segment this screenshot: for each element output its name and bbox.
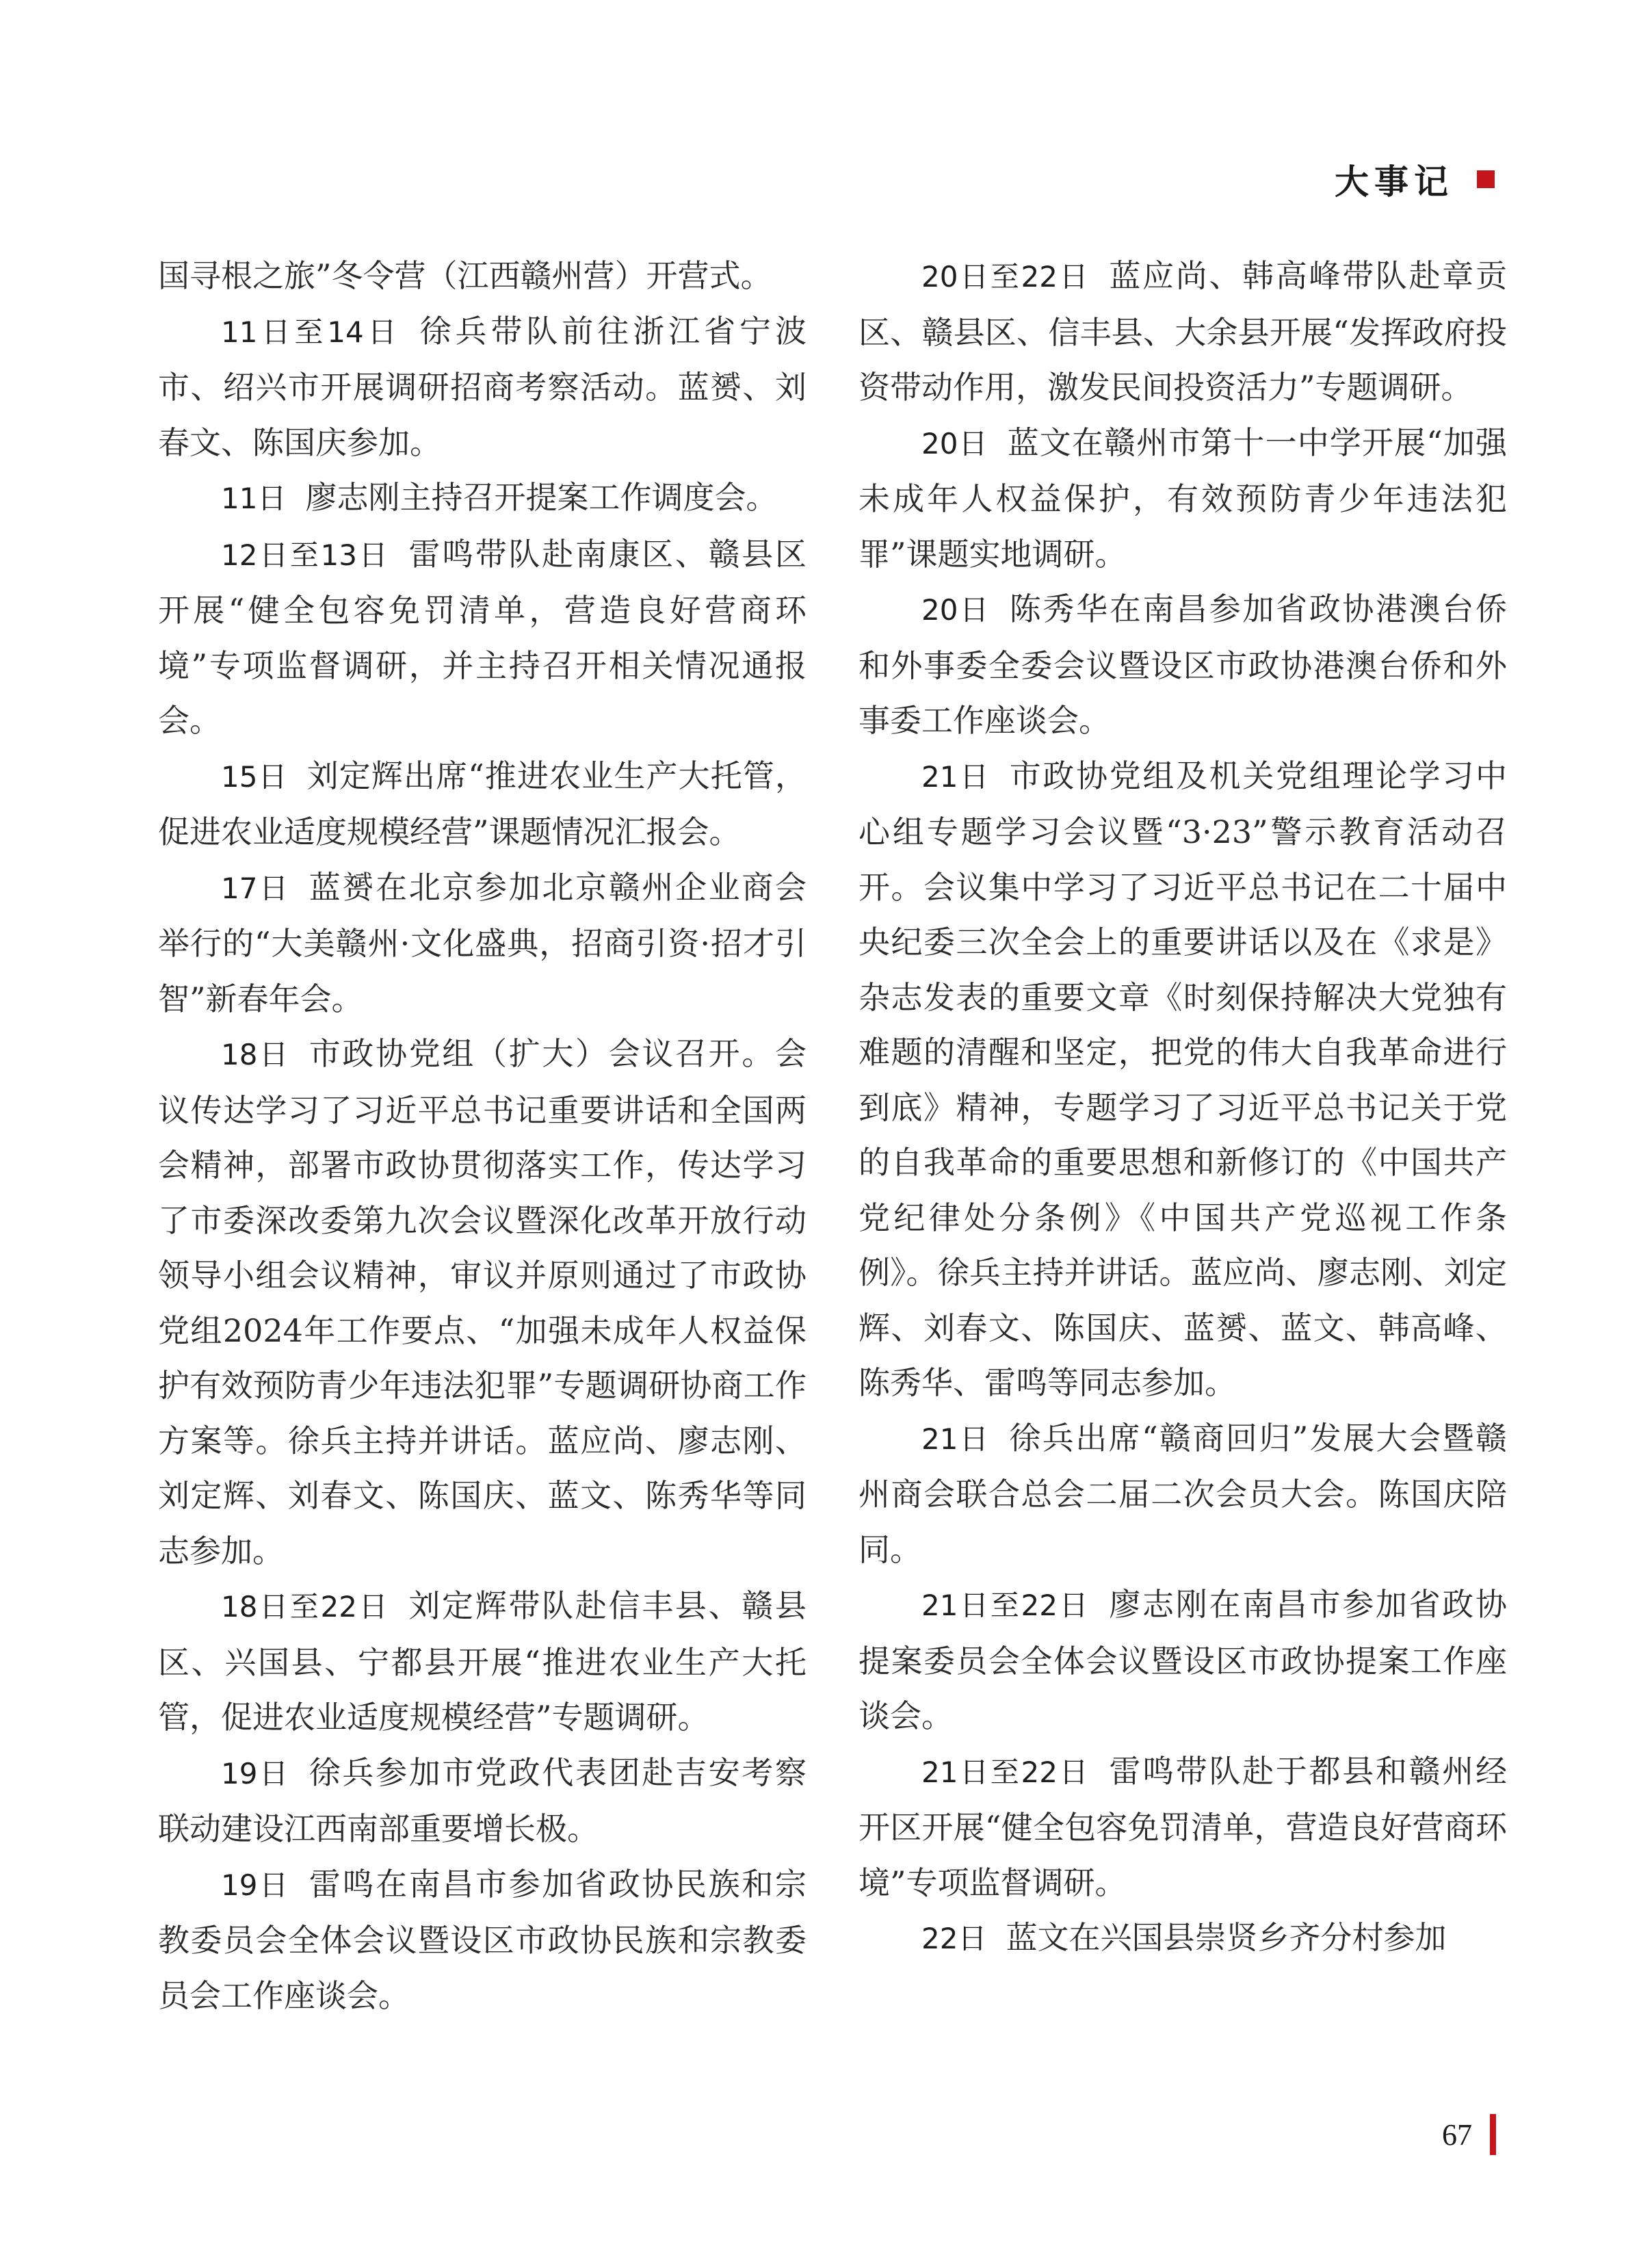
entry-date: 15日 (221, 759, 288, 794)
entry-date: 22日 (921, 1922, 987, 1955)
entry-text: 陈秀华在南昌参加省政协港澳台侨和外事委全委会议暨设区市政协港澳台侨和外事委工作座谈会。 (858, 590, 1507, 739)
entry (158, 304, 807, 471)
entry-date: 12日至13日 (221, 538, 390, 572)
entry (158, 470, 807, 527)
entry-date: 19日 (221, 1756, 290, 1790)
entry-text: 蓝文在兴国县崇贤乡齐分村参加 (1006, 1919, 1447, 1956)
entry-text: 徐兵参加市党政代表团赴吉安考察联动建设江西南部重要增长极。 (158, 1753, 807, 1847)
entry (858, 582, 1507, 748)
entry-text: 廖志刚在南昌市参加省政协提案委员会全体会议暨设区市政协提案工作座谈会。 (858, 1586, 1507, 1734)
entry-date: 21日 (921, 759, 991, 794)
left-column (158, 248, 807, 2023)
entry (158, 527, 807, 748)
entry-date: 18日至22日 (221, 1590, 390, 1623)
entry-text: 蓝应尚、韩高峰带队赴章贡区、赣县区、信丰县、大余县开展“发挥政府投资带动作用，激发民间投资活力”专题调研。 (858, 257, 1507, 406)
entry-date: 21日 (921, 1422, 991, 1456)
entry-text: 雷鸣带队赴于都县和赣州经开区开展“健全包容免罚清单，营造良好营商环境”专项监督调研。 (858, 1752, 1507, 1901)
entry-date: 21日至22日 (921, 1755, 1090, 1789)
entry-text: 市政协党组（扩大）会议召开。会议传达学习了习近平总书记重要讲话和全国两会精神，部署市政协贯彻落实工作，传达学习了市委深改委第九次会议暨深化改革开放行动领导小组会议精神，审议并原则通过了市政协党组2024年工作要点、“加强未成年人权益保护有效预防青少年违法犯罪”专题调研协商工作方案等。徐兵主持并讲话。蓝应尚、廖志刚、刘定辉、刘春文、陈国庆、蓝文、陈秀华等同志参加。 (158, 1035, 807, 1569)
entry-text: 廖志刚主持召开提案工作调度会。 (305, 479, 778, 516)
entry-date: 17日 (221, 871, 290, 905)
entry-text: 蓝赟在北京参加北京赣州企业商会举行的“大美赣州·文化盛典，招商引资·招才引智”新春年会。 (158, 868, 807, 1017)
entry-text: 刘定辉出席“推进农业生产大托管，促进农业适度规模经营”课题情况汇报会。 (158, 757, 807, 850)
header-accent-square (1477, 170, 1495, 188)
entry-text: 市政协党组及机关党组理论学习中心组专题学习会议暨“3·23”警示教育活动召开。会议集中学习了习近平总书记在二十届中央纪委三次全会上的重要讲话以及在《求是》杂志发表的重要文章《时刻保持解决大党独有难题的清醒和坚定，把党的伟大自我革命进行到底》精神，专题学习了习近平总书记关于党的自我革命的重要思想和新修订的《中国共产党纪律处分条例》《中国共产党巡视工作条例》。徐兵主持并讲话。蓝应尚、廖志刚、刘定辉、刘春文、陈国庆、蓝赟、蓝文、韩高峰、陈秀华、雷鸣等同志参加。 (858, 757, 1507, 1401)
entry-date: 20日至22日 (921, 260, 1090, 293)
entry-date: 11日至14日 (221, 315, 401, 349)
entry (158, 860, 807, 1027)
entry-date: 11日 (221, 482, 287, 515)
right-column (858, 248, 1507, 1967)
entry (858, 1577, 1507, 1744)
entry-continuation (158, 248, 807, 304)
entry-text: 刘定辉带队赴信丰县、赣县区、兴国县、宁都县开展“推进农业生产大托管，促进农业适度规模经营”专题调研。 (158, 1587, 807, 1736)
entry (858, 1744, 1507, 1911)
footer-accent-bar (1490, 2114, 1496, 2155)
entry-text: 雷鸣带队赴南康区、赣县区开展“健全包容免罚清单，营造良好营商环境”专项监督调研，并主持召开相关情况通报会。 (158, 535, 807, 739)
entry-date: 18日 (221, 1038, 290, 1071)
entry (158, 1026, 807, 1578)
page-number: 67 (1442, 2117, 1472, 2152)
entry-date: 19日 (221, 1868, 290, 1902)
page-footer (1442, 2114, 1496, 2155)
entry (858, 1910, 1507, 1967)
entry (858, 748, 1507, 1411)
entry-date: 21日至22日 (921, 1589, 1090, 1622)
entry (158, 1857, 807, 2024)
entry (858, 248, 1507, 415)
entry-text: 蓝文在赣州市第十一中学开展“加强未成年人权益保护，有效预防青少年违法犯罪”课题实地调研。 (858, 423, 1507, 573)
entry-text: 国寻根之旅”冬令营（江西赣州营）开营式。 (158, 257, 772, 294)
entry (158, 748, 807, 860)
entry-date: 20日 (921, 426, 988, 460)
entry (158, 1745, 807, 1857)
entry (858, 1411, 1507, 1578)
section-title: 大事记 (1335, 162, 1454, 202)
entry (858, 415, 1507, 582)
entry-date: 20日 (921, 593, 991, 627)
entry-text: 徐兵出席“赣商回归”发展大会暨赣州商会联合总会二届二次会员大会。陈国庆陪同。 (858, 1419, 1507, 1568)
entry-text: 徐兵带队前往浙江省宁波市、绍兴市开展调研招商考察活动。蓝赟、刘春文、陈国庆参加。 (158, 312, 807, 461)
page-header (1335, 155, 1495, 204)
entry (158, 1578, 807, 1745)
entry-text: 雷鸣在南昌市参加省政协民族和宗教委员会全体会议暨设区市政协民族和宗教委员会工作座谈会。 (158, 1865, 807, 2014)
